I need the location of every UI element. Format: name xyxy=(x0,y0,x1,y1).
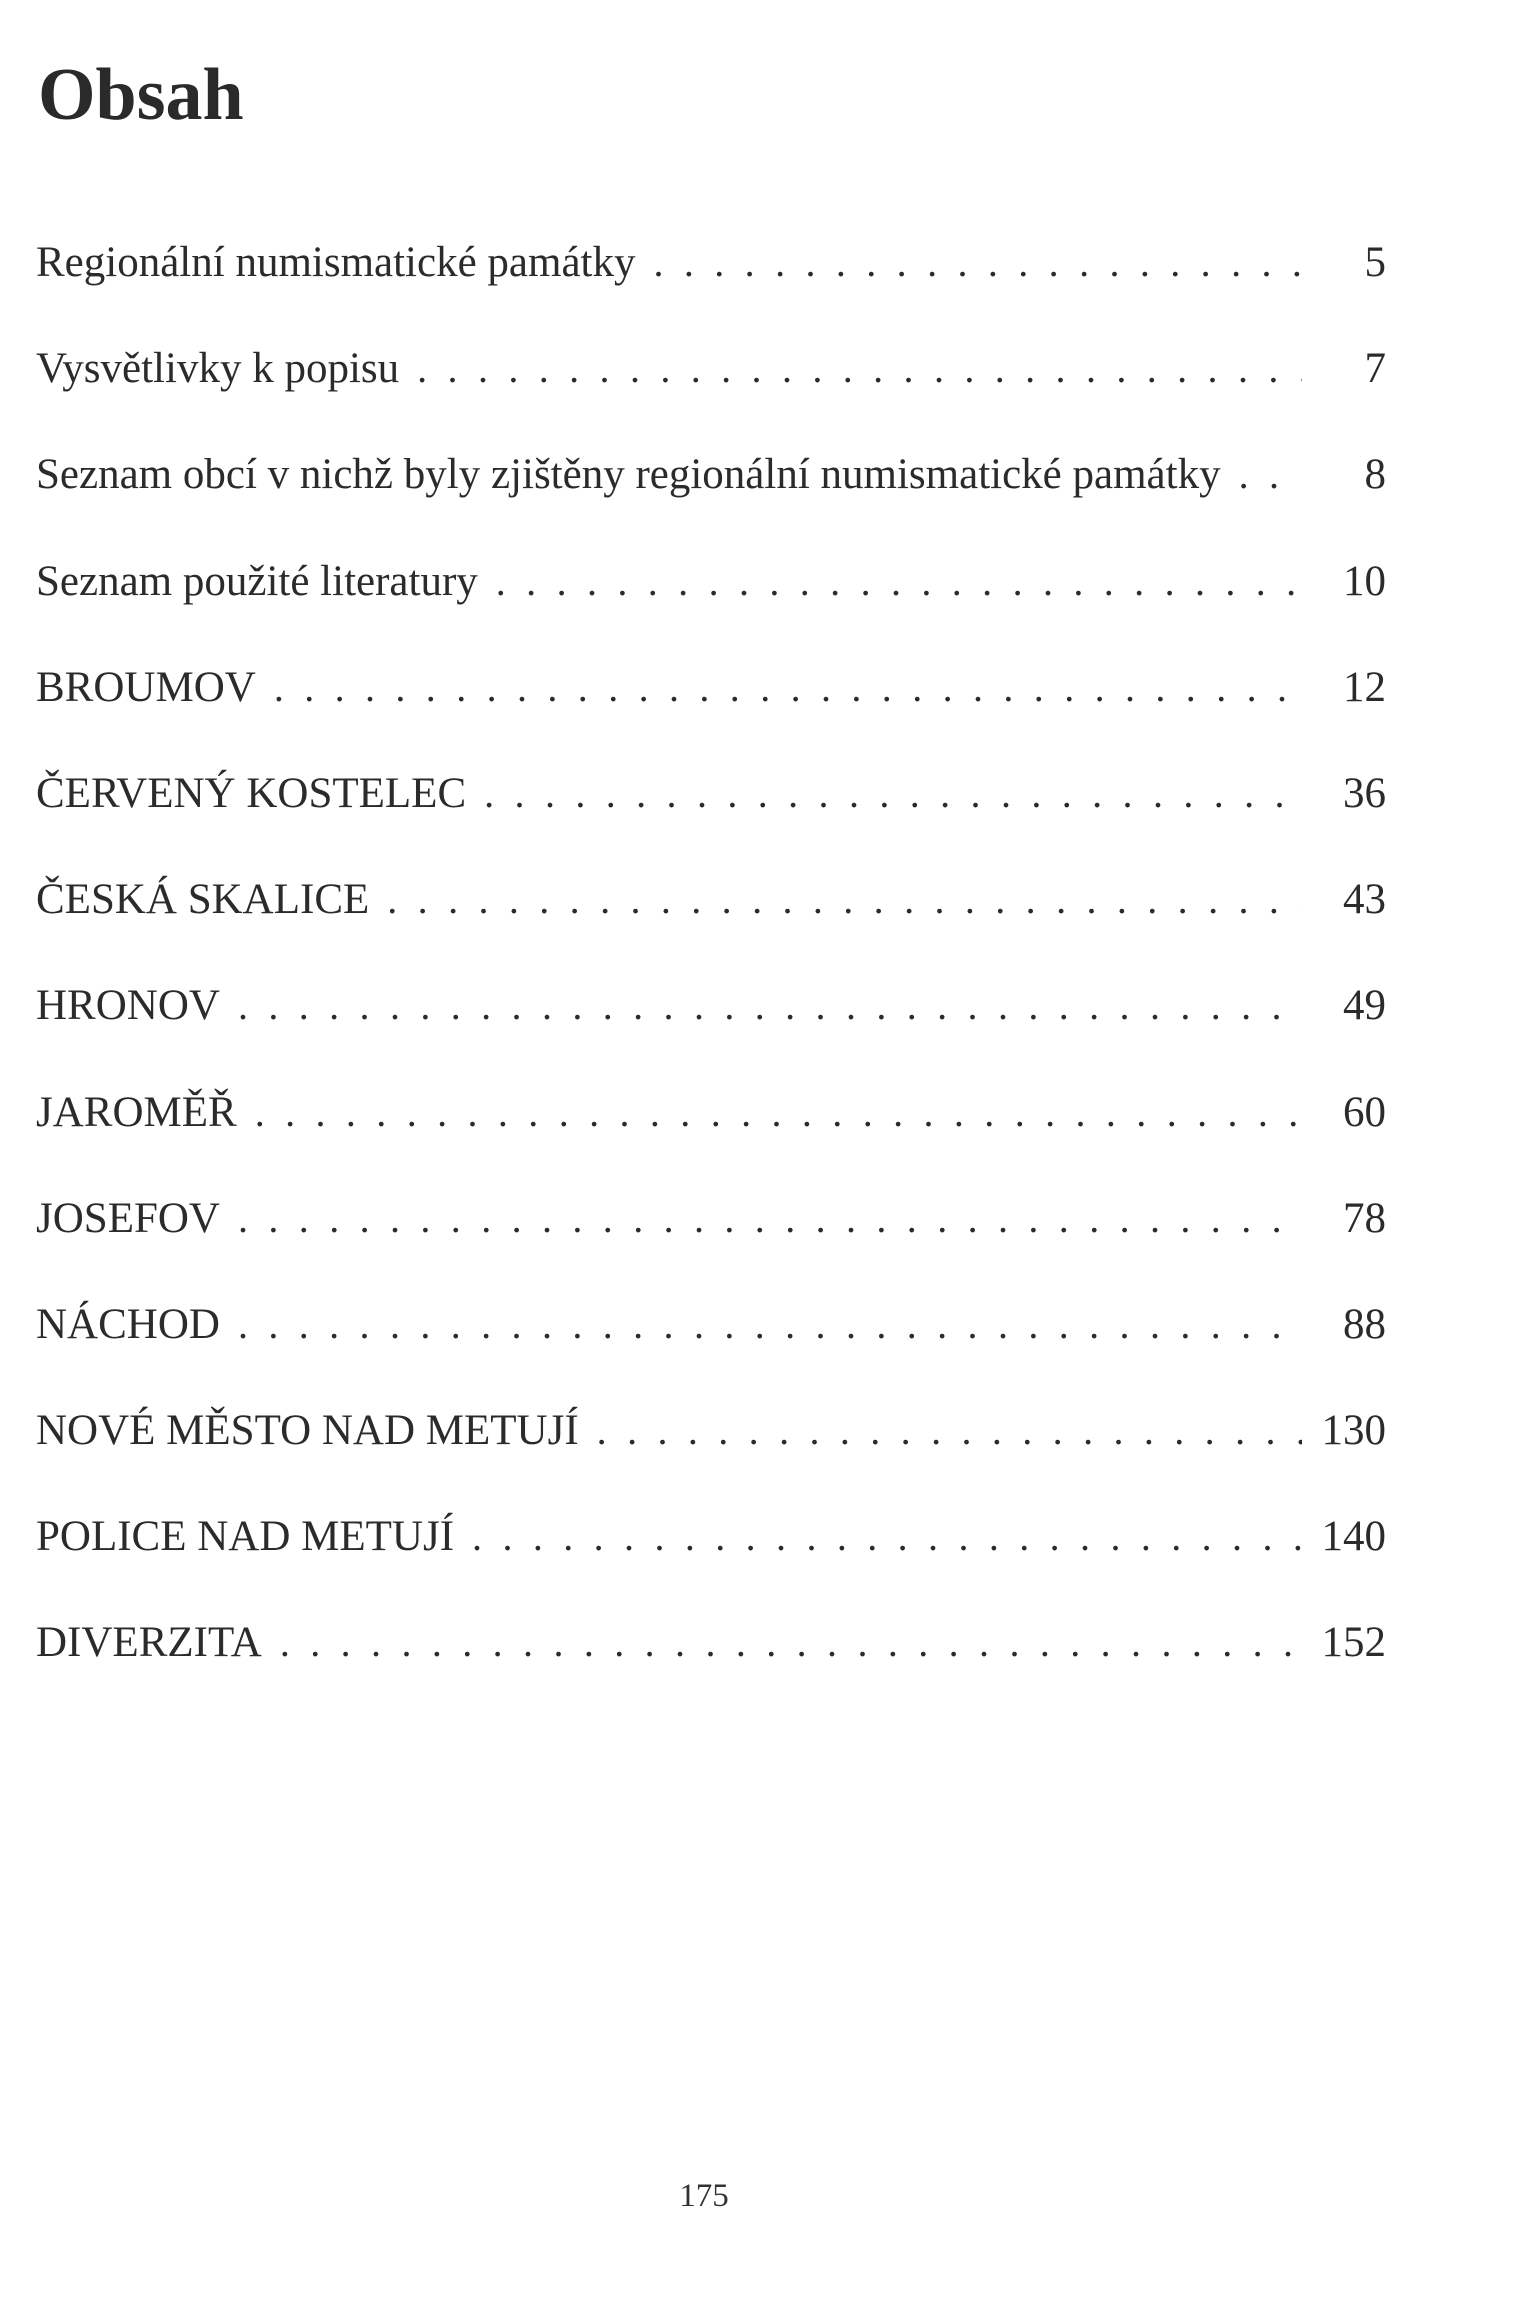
toc-entry-label: BROUMOV xyxy=(36,663,256,711)
toc-entry xyxy=(36,342,1386,448)
table-of-contents xyxy=(36,236,1386,1723)
dot-leader xyxy=(417,344,1302,394)
toc-entry xyxy=(36,448,1386,554)
toc-entry-label: Regionální numismatické památky xyxy=(36,239,636,286)
toc-entry xyxy=(36,979,1386,1085)
toc-entry xyxy=(36,873,1386,979)
toc-entry-label: Seznam použité literatury xyxy=(36,557,478,605)
dot-leader xyxy=(1239,450,1302,500)
dot-leader xyxy=(280,1618,1302,1668)
dot-leader xyxy=(653,238,1302,288)
toc-entry xyxy=(36,1298,1386,1404)
dot-leader xyxy=(238,1300,1302,1350)
toc-entry-label: ČESKÁ SKALICE xyxy=(36,876,370,924)
dot-leader xyxy=(484,769,1302,819)
toc-entry-label: ČERVENÝ KOSTELEC xyxy=(36,769,467,817)
toc-entry-page: 8 xyxy=(1364,451,1386,499)
toc-entry xyxy=(36,555,1386,661)
toc-entry-page: 130 xyxy=(1321,1407,1386,1455)
toc-entry-page: 78 xyxy=(1343,1194,1386,1242)
toc-entry-label: JOSEFOV xyxy=(36,1194,220,1242)
toc-entry xyxy=(36,1616,1386,1722)
toc-entry-page: 140 xyxy=(1321,1513,1386,1561)
toc-entry-label: POLICE NAD METUJÍ xyxy=(36,1513,455,1561)
toc-entry-page: 7 xyxy=(1364,345,1386,393)
toc-entry xyxy=(36,236,1386,342)
page-title: Obsah xyxy=(38,54,244,136)
toc-entry xyxy=(36,767,1386,873)
toc-entry-page: 60 xyxy=(1343,1088,1386,1136)
toc-entry xyxy=(36,661,1386,767)
dot-leader xyxy=(472,1512,1302,1562)
toc-entry-label: DIVERZITA xyxy=(36,1619,262,1667)
toc-entry xyxy=(36,1404,1386,1510)
dot-leader xyxy=(387,875,1302,925)
dot-leader xyxy=(274,663,1302,713)
toc-entry-page: 88 xyxy=(1343,1300,1386,1348)
toc-entry-page: 5 xyxy=(1364,239,1386,286)
toc-entry-label: Vysvětlivky k popisu xyxy=(36,345,400,393)
toc-entry-page: 152 xyxy=(1321,1619,1386,1667)
toc-entry-page: 12 xyxy=(1343,663,1386,711)
toc-entry-page: 10 xyxy=(1343,557,1386,605)
toc-entry-label: Seznam obcí v nichž byly zjištěny regionální numismatické památky xyxy=(36,451,1221,499)
dot-leader xyxy=(238,1194,1302,1244)
toc-entry xyxy=(36,1086,1386,1192)
toc-entry-page: 43 xyxy=(1343,876,1386,924)
toc-entry xyxy=(36,1510,1386,1616)
toc-entry-label: NOVÉ MĚSTO NAD METUJÍ xyxy=(36,1407,579,1455)
toc-entry-page: 49 xyxy=(1343,982,1386,1030)
dot-leader xyxy=(255,1088,1302,1138)
dot-leader xyxy=(597,1406,1302,1456)
dot-leader xyxy=(496,557,1302,607)
page-number: 175 xyxy=(679,2178,729,2214)
toc-entry-page: 36 xyxy=(1343,769,1386,817)
dot-leader xyxy=(238,981,1302,1031)
toc-entry-label: HRONOV xyxy=(36,982,220,1030)
toc-entry-label: JAROMĚŘ xyxy=(36,1088,237,1136)
toc-entry xyxy=(36,1192,1386,1298)
toc-entry-label: NÁCHOD xyxy=(36,1300,220,1348)
